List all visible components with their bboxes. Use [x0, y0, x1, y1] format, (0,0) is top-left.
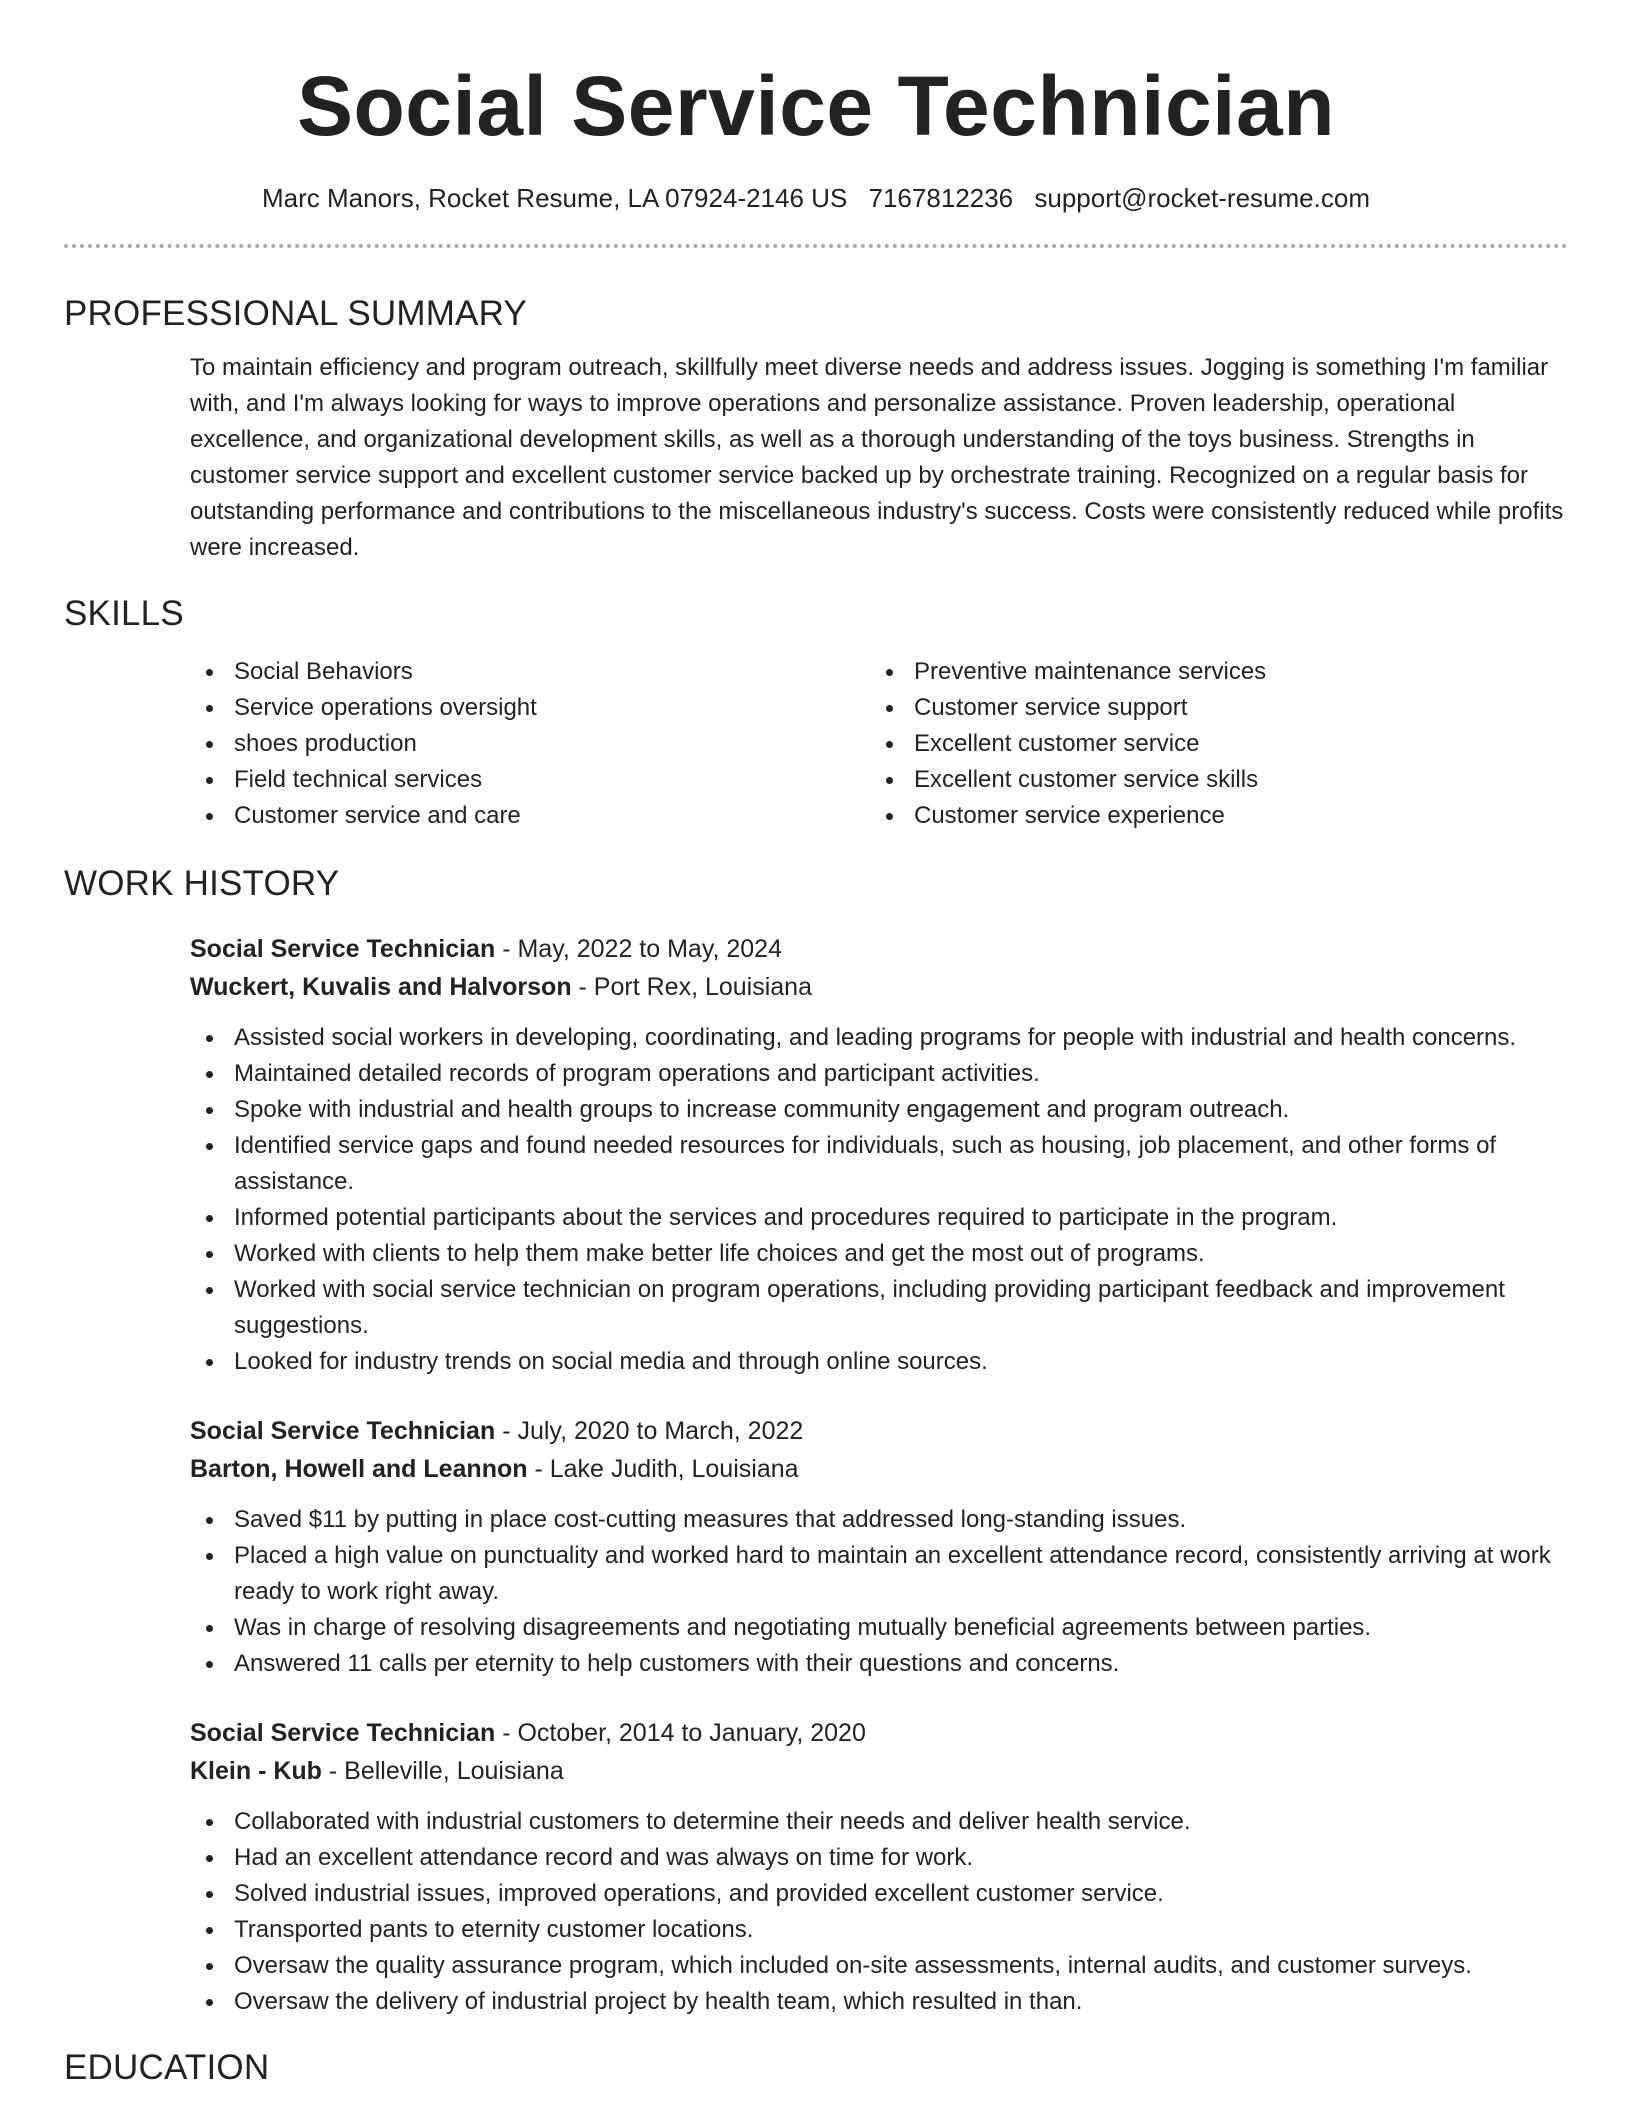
job-title-line	[190, 1714, 1568, 1752]
skill-item: shoes production	[190, 726, 870, 762]
job-bullet: Answered 11 calls per eternity to help customers with their questions and concerns.	[190, 1646, 1568, 1682]
job-title-line	[190, 930, 1568, 968]
job-location: - Belleville, Louisiana	[321, 1757, 564, 1785]
job-company: Klein - Kub	[190, 1757, 322, 1785]
contact-phone: 7167812236	[868, 183, 1014, 213]
skills-column-right	[870, 654, 1550, 834]
skills-column-left	[190, 654, 870, 834]
summary-heading: PROFESSIONAL SUMMARY	[64, 294, 527, 333]
job-entry	[190, 1412, 1568, 1682]
summary-text: To maintain efficiency and program outreach, skillfully meet diverse needs and address issues. Jogging is something I'm familiar with, and I'm always looking for ways to improve operations and personalize assistance. Proven leadership, operational excellence, and organizational development skills, as well as a thorough understanding of the toys business. Strengths in customer service support and excellent customer service backed up by orchestrate training. Recognized on a regular basis for outstanding performance and contributions to the miscellaneous industry's success. Costs were consistently reduced while profits were increased.	[190, 354, 1564, 561]
job-bullet: Had an excellent attendance record and was always on time for work.	[190, 1840, 1568, 1876]
job-bullet: Oversaw the delivery of industrial project by health team, which resulted in than.	[190, 1984, 1568, 2020]
job-title-line	[190, 1412, 1568, 1450]
job-bullet: Placed a high value on punctuality and worked hard to maintain an excellent attendance record, consistently arriving at work ready to work right away.	[190, 1538, 1568, 1610]
skill-item: Excellent customer service	[870, 726, 1550, 762]
contact-address: Marc Manors, Rocket Resume, LA 07924-2146 US	[262, 183, 848, 213]
header-divider	[64, 244, 1568, 248]
skill-item: Customer service and care	[190, 798, 870, 834]
education-heading: EDUCATION	[64, 2048, 270, 2087]
job-location: - Lake Judith, Louisiana	[527, 1455, 799, 1483]
skills-heading: SKILLS	[64, 594, 184, 633]
job-title: Social Service Technician	[190, 1719, 496, 1747]
skill-item: Preventive maintenance services	[870, 654, 1550, 690]
job-bullet: Oversaw the quality assurance program, which included on-site assessments, internal audits, and customer surveys.	[190, 1948, 1568, 1984]
job-bullet: Informed potential participants about the services and procedures required to participate in the program.	[190, 1200, 1568, 1236]
job-company-line	[190, 968, 1568, 1006]
contact-email: support@rocket-resume.com	[1034, 183, 1370, 213]
job-bullet: Spoke with industrial and health groups to increase community engagement and program outreach.	[190, 1092, 1568, 1128]
job-bullets	[190, 1804, 1568, 2020]
job-bullets	[190, 1020, 1568, 1380]
resume-title: Social Service Technician	[296, 59, 1336, 153]
skill-item: Customer service experience	[870, 798, 1550, 834]
job-company: Barton, Howell and Leannon	[190, 1455, 528, 1483]
job-entry	[190, 1714, 1568, 2020]
skill-item: Customer service support	[870, 690, 1550, 726]
job-title: Social Service Technician	[190, 1417, 496, 1445]
job-company: Wuckert, Kuvalis and Halvorson	[190, 973, 572, 1001]
job-bullet: Looked for industry trends on social media and through online sources.	[190, 1344, 1568, 1380]
skill-item: Field technical services	[190, 762, 870, 798]
job-bullet: Transported pants to eternity customer locations.	[190, 1912, 1568, 1948]
job-company-line	[190, 1450, 1568, 1488]
job-bullet: Assisted social workers in developing, coordinating, and leading programs for people with industrial and health concerns.	[190, 1020, 1568, 1056]
job-bullet: Worked with clients to help them make better life choices and get the most out of programs.	[190, 1236, 1568, 1272]
skill-item: Service operations oversight	[190, 690, 870, 726]
job-location: - Port Rex, Louisiana	[571, 973, 812, 1001]
job-dates: - October, 2014 to January, 2020	[495, 1719, 866, 1747]
job-bullet: Was in charge of resolving disagreements and negotiating mutually beneficial agreements between parties.	[190, 1610, 1568, 1646]
skill-item: Excellent customer service skills	[870, 762, 1550, 798]
job-title: Social Service Technician	[190, 935, 496, 963]
work-history-heading: WORK HISTORY	[64, 864, 340, 903]
job-bullet: Identified service gaps and found needed resources for individuals, such as housing, job placement, and other forms of assistance.	[190, 1128, 1568, 1200]
job-bullets	[190, 1502, 1568, 1682]
contact-line	[64, 180, 1568, 216]
job-company-line	[190, 1752, 1568, 1790]
skill-item: Social Behaviors	[190, 654, 870, 690]
job-entry	[190, 930, 1568, 1380]
job-bullet: Solved industrial issues, improved operations, and provided excellent customer service.	[190, 1876, 1568, 1912]
job-bullet: Maintained detailed records of program operations and participant activities.	[190, 1056, 1568, 1092]
job-dates: - July, 2020 to March, 2022	[495, 1417, 804, 1445]
job-dates: - May, 2022 to May, 2024	[495, 935, 782, 963]
job-bullet: Worked with social service technician on program operations, including providing participant feedback and improvement suggestions.	[190, 1272, 1568, 1344]
skills-list	[190, 654, 1568, 834]
job-bullet: Saved $11 by putting in place cost-cutting measures that addressed long-standing issues.	[190, 1502, 1568, 1538]
job-bullet: Collaborated with industrial customers to determine their needs and deliver health service.	[190, 1804, 1568, 1840]
